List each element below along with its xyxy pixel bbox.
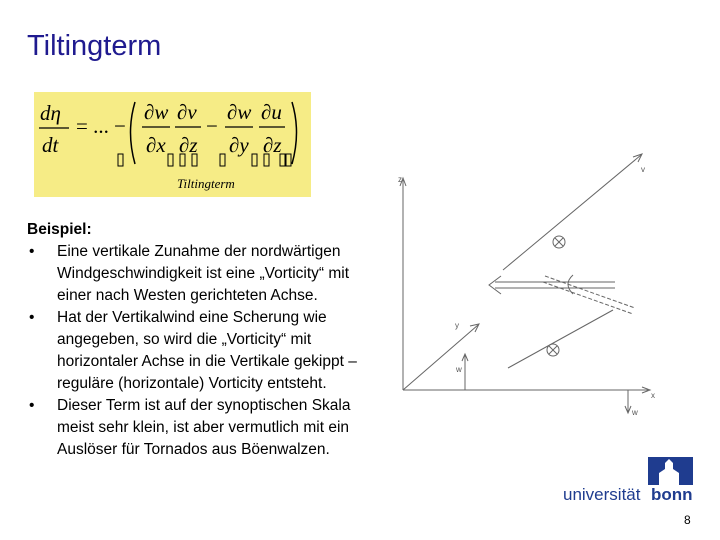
v-label: v [641, 165, 645, 174]
bullet-icon: • [29, 397, 35, 414]
example-heading: Beispiel: [27, 221, 92, 238]
tilting-diagram [383, 150, 683, 440]
y-label: y [455, 321, 459, 330]
bullet-item [27, 395, 387, 461]
bullet-text: Eine vertikale Zunahme der nordwärtigen Windgeschwindigkeit ist eine „Vorticity“ mit einer nach Westen gerichteten Achse. [57, 243, 350, 304]
bullet-text: Dieser Term ist auf der synoptischen Skala meist sehr klein, ist aber vermutlich mit ein Auslöser für Tornados aus Böenwalzen. [57, 397, 351, 458]
svg-text:∂u: ∂u [261, 100, 282, 124]
universitaet-bonn-logo [563, 455, 698, 505]
logo-text-bold: bonn [651, 485, 693, 504]
svg-text:∂w: ∂w [227, 100, 252, 124]
svg-text:dt: dt [42, 133, 59, 157]
v-vector [503, 155, 641, 270]
x-label: x [651, 391, 655, 400]
w-label-upper: w [456, 365, 462, 374]
w-label-lower: w [632, 408, 638, 417]
bullet-icon: • [29, 243, 35, 260]
svg-text:∂x: ∂x [146, 133, 166, 157]
svg-text:dη: dη [40, 101, 61, 125]
slide-title: Tiltingterm [27, 30, 162, 62]
logo-text-plain: universität [563, 485, 641, 504]
bullet-item [27, 307, 387, 395]
svg-text:= ...: = ... [76, 114, 109, 138]
bullet-item [27, 241, 387, 307]
bullet-icon: • [29, 309, 35, 326]
svg-text:∂y: ∂y [229, 133, 249, 157]
z-label: z [398, 175, 402, 184]
page-number: 8 [684, 513, 691, 527]
lower-vector [508, 310, 613, 368]
tilting-term-formula [34, 92, 311, 197]
example-text [27, 219, 387, 461]
svg-text:−: − [206, 114, 218, 138]
bullet-text: Hat der Vertikalwind eine Scherung wie angegeben, so wird die „Vorticity“ mit horizontaler Achse in die Vertikale gekippt – reguläre (horizontale) Vorticity entsteht. [57, 309, 357, 392]
svg-text:∂z: ∂z [179, 133, 198, 157]
svg-text:∂w: ∂w [144, 100, 169, 124]
svg-text:∂z: ∂z [263, 133, 282, 157]
svg-text:−: − [114, 114, 126, 138]
formula-caption: Tiltingterm [177, 176, 235, 191]
svg-text:∂v: ∂v [177, 100, 197, 124]
